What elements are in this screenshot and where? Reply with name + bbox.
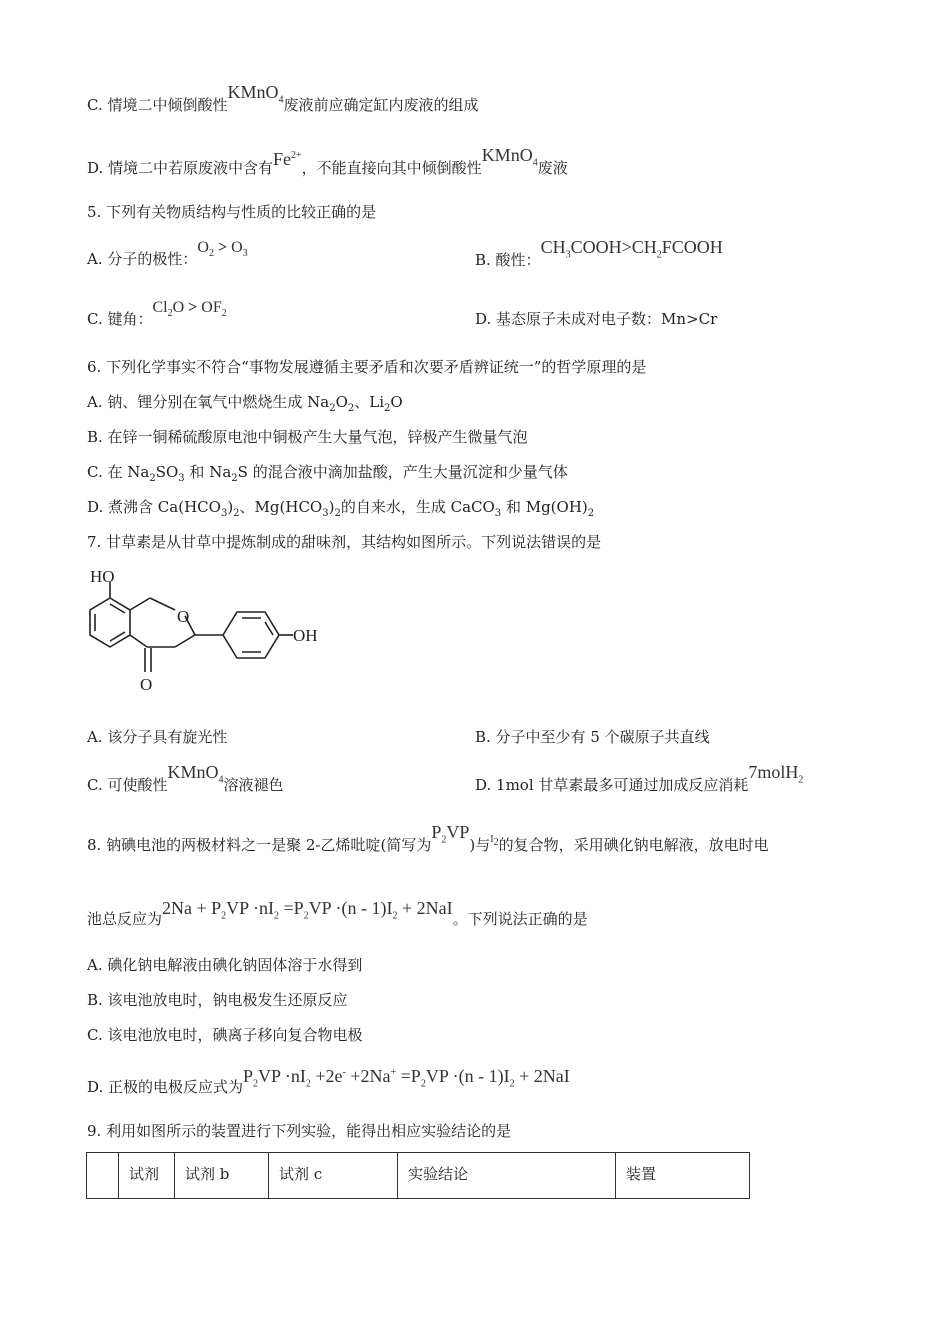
table-header-cell: 实验结论 [398, 1153, 616, 1199]
q8-stem: 8. 钠碘电池的两极材料之一是聚 2-乙烯吡啶(简写为 [87, 836, 432, 854]
kmno4-formula-2: KMnO$_4$ [481, 145, 538, 169]
o2-o3-formula: $O_2 > O_3$ [197, 239, 248, 260]
acid-formula: $CH_3COOH>CH_2FCOOH$ [540, 237, 723, 261]
q8-option-b: B. 该电池放电时，钠电极发生还原反应 [87, 991, 348, 1009]
q4-option-d-mid: ，不能直接向其中倾倒酸性 [301, 159, 482, 177]
table-header-row [87, 1153, 750, 1199]
q4-option-c-tail: 废液前应确定缸内废液的组成 [283, 96, 479, 114]
q7-option-b: B. 分子中至少有 5 个碳原子共直线 [475, 728, 710, 746]
h2-formula: 7molH$_2$ [748, 762, 804, 786]
q5-option-a: A. 分子的极性： [87, 250, 198, 268]
q7-stem: 7. 甘草素是从甘草中提炼制成的甜味剂，其结构如图所示。下列说法错误的是 [87, 533, 602, 551]
q6-option-d: D. 煮沸含 $Ca(HCO_3)_2$、$Mg(HCO_3)_2$的自来水，生成 CaCO$_3$ 和 $Mg(OH)_2$ [87, 498, 595, 519]
q6-stem: 6. 下列化学事实不符合“事物发展遵循主要矛盾和次要矛盾辨证统一”的哲学原理的是 [87, 358, 647, 376]
q5-option-c: C. 键角： [87, 310, 153, 328]
table-header-cell: 试剂 c [269, 1153, 398, 1199]
q8-line2-tail: 。下列说法正确的是 [452, 910, 588, 928]
q6-option-b: B. 在锌一铜稀硫酸原电池中铜极产生大量气泡，锌极产生微量气泡 [87, 428, 528, 446]
q9-stem: 9. 利用如图所示的装置进行下列实验，能得出相应实验结论的是 [87, 1122, 512, 1140]
struct-ketone-oxygen: O [140, 675, 153, 694]
total-reaction-formula: $2Na + P_2VP \cdot nI_2 =P_2VP \cdot(n - 1)I_2 + 2NaI$ [162, 898, 453, 922]
struct-oh-label: OH [293, 626, 318, 645]
q8-stem-mid: )与 [469, 836, 491, 854]
q7-option-a: A. 该分子具有旋光性 [87, 728, 228, 746]
table-header-cell: 试剂 [119, 1153, 175, 1199]
i2-formula: I2 [490, 834, 499, 848]
q8-option-d: D. 正极的电极反应式为 [87, 1078, 244, 1096]
fe2-formula: $Fe^{2+}$ [273, 149, 302, 169]
q4-option-c: C. 情境二中倾倒酸性 [87, 96, 228, 114]
table-header-cell: 试剂 b [175, 1153, 269, 1199]
q8-option-a: A. 碘化钠电解液由碘化钠固体溶于水得到 [87, 956, 363, 974]
q9-table [86, 1152, 750, 1199]
q4-option-d-tail: 废液 [537, 159, 568, 177]
bond-angle-formula: $Cl_2O > OF_2$ [152, 299, 227, 320]
q6-option-c: C. 在 $Na_2SO_3$ 和 $Na_2S$ 的混合液中滴加盐酸，产生大量沉淀和少量气体 [87, 463, 568, 484]
struct-ho-label: HO [90, 567, 115, 586]
q8-stem-tail: 的复合物，采用碘化钠电解液，放电时电 [498, 836, 769, 854]
q8-option-c: C. 该电池放电时，碘离子移向复合物电极 [87, 1026, 363, 1044]
struct-ring-oxygen: O [177, 607, 190, 626]
cathode-reaction-formula: $P_2VP \cdot nI_2 +2e^- +2Na^+ =P_2VP \cdot(n - 1)I_2 + 2NaI$ [243, 1066, 570, 1090]
q5-option-d: D. 基态原子未成对电子数：Mn>Cr [475, 310, 718, 328]
kmno4-formula: KMnO$_4$ [227, 82, 284, 106]
q6-option-a: A. 钠、锂分别在氧气中燃烧生成 $Na_2O_2$、$Li_2O$ [87, 393, 403, 414]
kmno4-formula-3: KMnO$_4$ [167, 762, 224, 786]
table-header-cell: 装置 [616, 1153, 750, 1199]
q8-line2: 池总反应为 [87, 910, 163, 928]
p2vp-formula: $P_2VP$ [431, 822, 470, 846]
q4-option-d: D. 情境二中若原废液中含有 [87, 159, 274, 177]
q7-option-c: C. 可使酸性 [87, 776, 168, 794]
liquiritigenin-structure [85, 560, 335, 700]
q5-option-b: B. 酸性： [475, 251, 541, 269]
q5-stem: 5. 下列有关物质结构与性质的比较正确的是 [87, 203, 377, 221]
q7-option-c-tail: 溶液褪色 [223, 776, 284, 794]
table-header-cell [87, 1153, 119, 1199]
q7-option-d: D. 1mol 甘草素最多可通过加成反应消耗 [475, 776, 749, 794]
